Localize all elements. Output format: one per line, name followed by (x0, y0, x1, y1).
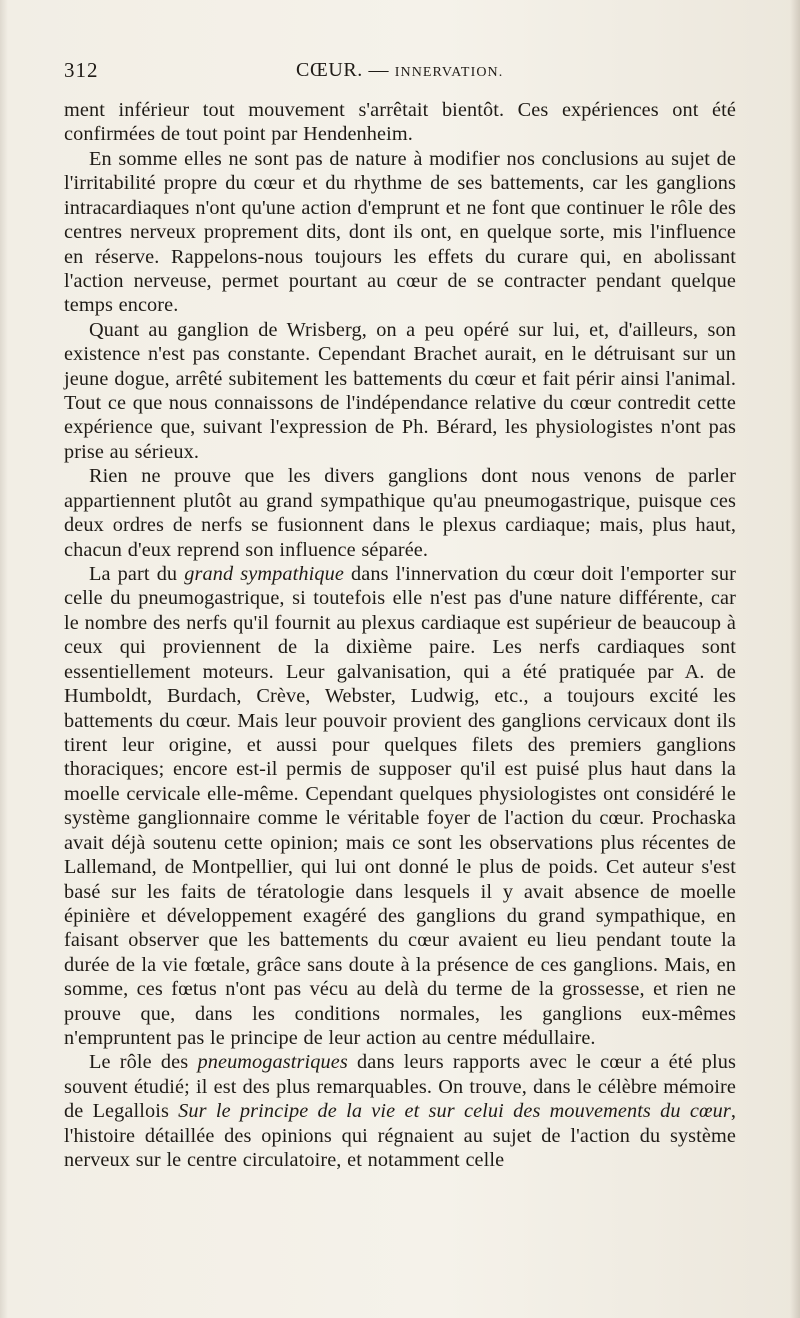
paragraph-grand-sympathique (64, 562, 736, 1050)
paragraph-pneumogastriques (64, 1050, 736, 1172)
paragraph-continued: ment inférieur tout mouvement s'arrêtait bientôt. Ces expériences ont été confirmées de tout point par Hendenheim. (64, 99, 736, 146)
italic-term: pneumogastriques (197, 1051, 348, 1074)
italic-term: grand sympathique (184, 563, 344, 586)
running-title-main: CŒUR. — (296, 59, 390, 81)
paragraph: Quant au ganglion de Wrisberg, on a peu opéré sur lui, et, d'ailleurs, son existence n'est pas constante. Cependant Brachet aurait, en le détruisant sur un jeune dogue, arrêté subitement les battements du cœur et fait périr ainsi l'animal. Tout ce que nous connaissons de l'indépendance relative du cœur contredit cette expérience que, suivant l'expression de Ph. Bérard, les physiologistes n'ont pas prise au sérieux. (64, 318, 736, 463)
running-head (64, 58, 736, 88)
page-number: 312 (64, 58, 99, 82)
paragraph-text: , l'histoire détaillée des opinions qui régnaient au sujet de l'action du système nerveux sur le centre circulatoire, et notamment celle (64, 1100, 736, 1172)
page-left-shadow (0, 0, 8, 1318)
running-title-subtitle: INNERVATION. (394, 65, 504, 80)
italic-title: Sur le principe de la vie et sur celui des mouvements du cœur (178, 1100, 731, 1123)
paragraph-text: La part du (89, 563, 185, 586)
page-right-edge (790, 0, 800, 1318)
paragraph-text: dans l'innervation du cœur doit l'emporter sur celle du pneumogastrique, si toutefois elle n'est pas d'une nature différente, car le nombre des nerfs qu'il fournit au plexus cardiaque est supérieur de beaucoup à ceux qui proviennent de la dixième paire. Les nerfs cardiaques sont essentiellement moteurs. Leur galvanisation, qui a été pratiquée par A. de Humboldt, Burdach, Crève, Webster, Ludwig, etc., a toujours excité les battements du cœur. Mais leur pouvoir provient des ganglions cervicaux dont ils tirent leur origine, et aussi pour quelques filets des premiers ganglions thoraciques; encore est-il permis de supposer qu'il est puisé plus haut dans la moelle cervicale elle-même. Cependant quelques physiologistes ont considéré le système ganglionnaire comme le véritable foyer de l'action du cœur. Prochaska avait déjà soutenu cette opinion; mais ce sont les observations plus récentes de Lallemand, de Montpellier, qui lui ont donné le plus de poids. Cet auteur s'est basé sur les faits de tératologie dans lesquels il y avait absence de moelle épinière et développement exagéré des ganglions du grand sympathique, en faisant observer que les battements du cœur avaient eu lieu pendant toute la durée de la vie fœtale, grâce sans doute à la présence de ces ganglions. Mais, en somme, ces fœtus n'ont pas vécu au delà du terme de la grossesse, et rien ne prouve que, dans les conditions normales, les ganglions eux-mêmes n'empruntent pas le principe de leur action au centre médullaire. (64, 563, 736, 1050)
running-title (296, 59, 503, 82)
paragraph: En somme elles ne sont pas de nature à modifier nos conclusions au sujet de l'irritabilité propre du cœur et du rhythme de ses battements, car les ganglions intracardiaques n'ont qu'une action d'emprunt et ne font que continuer le rôle des centres nerveux proprement dits, dont ils ont, en quelque sorte, mis l'influence en réserve. Rappelons-nous toujours les effets du curare qui, en abolissant l'action nerveuse, permet pourtant au cœur de se contracter pendant quelque temps encore. (64, 147, 736, 317)
paragraph: Rien ne prouve que les divers ganglions dont nous venons de parler appartiennent plutôt au grand sympathique qu'au pneumogastrique, puisque ces deux ordres de nerfs se fusionnent dans le plexus cardiaque; mais, plus haut, chacun d'eux reprend son influence séparée. (64, 465, 736, 561)
body-text (64, 98, 736, 1173)
paragraph-text: dans leurs rapports avec le cœur a été plus souvent étudié; il est des plus remarquables. On trouve, dans le célèbre mémoire de Legallois (64, 1051, 736, 1123)
paragraph-text: Le rôle des (89, 1051, 198, 1074)
